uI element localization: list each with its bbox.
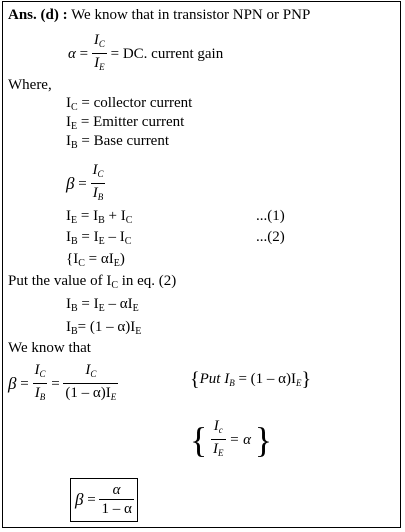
substituted-relation-1: $I_B = I_E - \alpha I_E$ [66,296,139,314]
substituted-relation-2: $I_B= (1 - \alpha)I_E$ [66,319,142,337]
def-base: $I_B$ = Base current [66,133,170,151]
intro-text: We know that in transistor NPN or PNP [71,7,311,23]
alpha-fraction: $\frac{I_C}{I_E}$ [92,32,107,76]
dc-gain-text: = DC. current gain [110,46,224,62]
where-label: Where, [8,77,52,93]
put-value-text: Put the value of $I_C$ in eq. (2) [8,273,177,291]
beta-derivation: β = $\frac{I_C}{I_B}$ = $\frac{I_C}{(1 - \alpha)I_E}$ [8,362,118,406]
relation-2: $I_B = I_E - I_C$ [66,229,132,247]
relation-2-ref: ...(2) [256,229,285,245]
relation-1: $I_E = I_B + I_C$ [66,208,133,226]
def-collector: $I_C$ = collector current [66,95,193,113]
brace-relation: $\{I_C = \alpha I_E)$ [66,251,125,269]
alpha-symbol: α [68,46,76,62]
def-emitter: $I_E$ = Emitter current [66,114,185,132]
relation-1-ref: ...(1) [256,208,285,224]
answer-header [8,6,310,24]
beta-equation: β = $\frac{I_C}{I_B}$ [66,162,105,206]
final-result: β = $\frac{\alpha}{1 - \alpha}$ [75,482,132,517]
alpha-note: { $\frac{I_c}{I_E}$ = α } [190,418,273,460]
put-note: {Put $I_B = (1 - \alpha)I_E$} [190,368,312,391]
beta-fraction: $\frac{I_C}{I_B}$ [90,162,105,206]
we-know-text: We know that [8,340,91,356]
alpha-equation: α = $\frac{I_C}{I_E}$ = DC. current gain [68,32,223,76]
answer-label: Ans. (d) : [8,7,68,23]
